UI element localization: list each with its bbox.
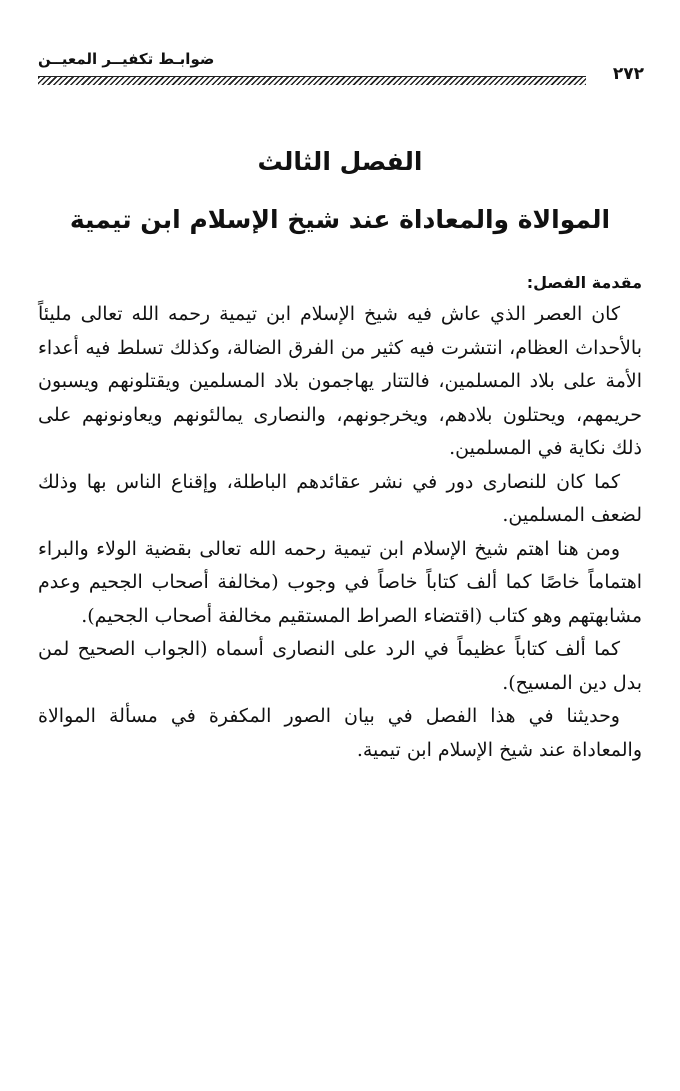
page-number: ٢٧٢ bbox=[612, 64, 644, 84]
body-paragraph: كما كان للنصارى دور في نشر عقائدهم الباطلة، وإقناع الناس بها وذلك لضعف المسلمين. bbox=[38, 470, 642, 526]
section-heading: مقدمة الفصل: bbox=[526, 273, 642, 292]
header-rule-divider bbox=[38, 76, 586, 85]
chapter-heading-block bbox=[40, 142, 640, 240]
running-header-title: ضوابـط تكفيــر المعيــن bbox=[38, 50, 215, 68]
chapter-body bbox=[38, 270, 642, 767]
body-paragraph: كان العصر الذي عاش فيه شيخ الإسلام ابن تيمية رحمه الله تعالى مليئاً بالأحداث العظام، انتشرت فيه كثير من الفرق الضالة، وكذلك تسلط فيه أعداء الأمة على بلاد المسلمين، فالتتار يهاجمون بلاد المسلمين ويقتلونهم ويسبون حريمهم، ويحتلون بلادهم، ويخرجونهم، والنصارى يمالئونهم ويعاونونهم على ذلك نكاية في المسلمين. bbox=[38, 303, 642, 459]
body-paragraph: كما ألف كتاباً عظيماً في الرد على النصارى أسماه (الجواب الصحيح لمن بدل دين المسيح). bbox=[38, 638, 642, 694]
body-paragraph: وحديثنا في هذا الفصل في بيان الصور المكفرة في مسألة الموالاة والمعاداة عند شيخ الإسلام ابن تيمية. bbox=[38, 705, 642, 761]
body-paragraph: ومن هنا اهتم شيخ الإسلام ابن تيمية رحمه الله تعالى بقضية الولاء والبراء اهتماماً خاصًا كما ألف كتاباً خاصاً في وجوب (مخالفة أصحاب الجحيم وعدم مشابهتهم وهو كتاب (اقتضاء الصراط المستقيم مخالفة أصحاب الجحيم). bbox=[38, 537, 642, 627]
chapter-subtitle: الموالاة والمعاداة عند شيخ الإسلام ابن تيمية bbox=[69, 205, 611, 234]
running-header bbox=[38, 46, 644, 86]
chapter-title: الفصل الثالث bbox=[257, 147, 423, 176]
